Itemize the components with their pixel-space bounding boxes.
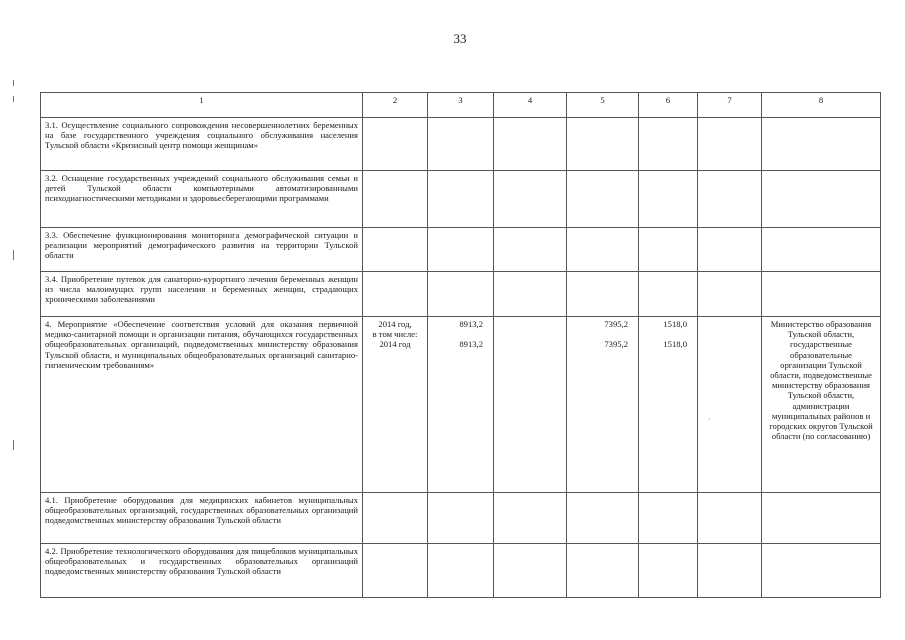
period-breakdown: в том числе: 2014 год [372,329,418,350]
regional-cell [567,493,639,544]
federal-cell [494,544,567,598]
activity-description: 3.1. Осуществление социального сопровождения несовершеннолетних беременных на базе государственного учреждения социального обслуживания населения Тульской области «Кризисный центр помощи женщинам» [41,118,363,171]
header-cell: 2 [363,93,428,118]
period-cell [363,317,428,493]
margin-mark [13,80,14,86]
header-cell: 8 [762,93,881,118]
total-amount: 8913,2 [459,319,483,329]
regional-amount: 7395,2 [604,319,628,329]
total-cell [428,228,494,272]
other-cell [698,171,762,228]
executor-cell [762,118,881,171]
executor-cell [762,171,881,228]
local-cell [639,493,698,544]
period-total: 2014 год, [378,319,412,329]
other-cell [698,118,762,171]
header-cell: 5 [567,93,639,118]
executor-cell [762,228,881,272]
table-row-measure-4 [41,317,881,493]
local-cell [639,317,698,493]
header-row [41,93,881,118]
local-cell [639,544,698,598]
period-cell [363,228,428,272]
activity-description: 4. Мероприятие «Обеспечение соответствия условий для оказания первичной медико-санитарной помощи и организации питания, обучающихся государственных общеобразовательных организаций, подведомственных министерству образования Тульской области, и муниципальных общеобразовательных организаций санитарно-гигиеническим требованиям» [41,317,363,493]
period-cell [363,544,428,598]
local-amount: 1518,0 [663,319,687,329]
regional-cell [567,317,639,493]
total-cell [428,544,494,598]
executor-cell [762,493,881,544]
total-cell [428,317,494,493]
other-cell [698,228,762,272]
federal-cell [494,118,567,171]
activity-description: 3.3. Обеспечение функционирования мониторинга демографической ситуации и реализации мероприятий демографического развития на территории Тульской области [41,228,363,272]
page-number: 33 [453,31,467,46]
total-cell [428,118,494,171]
other-cell [698,544,762,598]
other-cell [698,272,762,317]
period-cell [363,272,428,317]
total-cell [428,272,494,317]
other-cell [698,493,762,544]
header-cell: 6 [639,93,698,118]
table-row [41,118,881,171]
table-row [41,228,881,272]
executor-cell [762,272,881,317]
activity-description: 4.1. Приобретение оборудования для медицинских кабинетов муниципальных общеобразовательных организаций, государственных образовательных организаций подведомственных министерству образования Тульской области [41,493,363,544]
activity-description: 3.2. Оснащение государственных учреждений социального обслуживания семьи и детей Тульской области компьютерными автоматизированными психодиагностическими методиками и здоровьесберегающими программами [41,171,363,228]
header-cell: 4 [494,93,567,118]
header-cell: 1 [41,93,363,118]
period-cell [363,493,428,544]
local-amount-2014: 1518,0 [663,339,687,350]
executor-cell: Министерство образования Тульской области, государственные образовательные организации Тульской области, подведомственные министерству образования Тульской области, администрации муниципальных районов и городских округов Тульской области (по согласованию) [762,317,881,493]
regional-cell [567,118,639,171]
regional-cell [567,228,639,272]
margin-mark [13,96,14,102]
activity-description: 4.2. Приобретение технологического оборудования для пищеблоков муниципальных общеобразовательных и государственных образовательных организаций подведомственных министерству образования Тульской области [41,544,363,598]
regional-cell [567,272,639,317]
local-cell [639,118,698,171]
margin-mark [13,250,14,260]
period-cell [363,118,428,171]
executor-cell [762,544,881,598]
header-cell: 7 [698,93,762,118]
program-table [40,92,881,598]
header-cell: 3 [428,93,494,118]
total-amount-2014: 8913,2 [459,339,483,350]
table-row [41,544,881,598]
federal-cell [494,228,567,272]
regional-cell [567,544,639,598]
local-cell [639,272,698,317]
federal-cell [494,272,567,317]
activity-description: 3.4. Приобретение путевок для санаторно-курортного лечения беременных женщин из числа малоимущих групп населения и беременных женщин, страдающих хроническими заболеваниями [41,272,363,317]
stray-mark: · [708,415,711,424]
regional-cell [567,171,639,228]
local-cell [639,228,698,272]
margin-mark [13,440,14,450]
federal-cell [494,317,567,493]
federal-cell [494,493,567,544]
regional-amount-2014: 7395,2 [604,339,628,350]
table-row [41,493,881,544]
period-cell [363,171,428,228]
total-cell [428,493,494,544]
table-row [41,171,881,228]
total-cell [428,171,494,228]
federal-cell [494,171,567,228]
local-cell [639,171,698,228]
other-cell [698,317,762,493]
table-row [41,272,881,317]
